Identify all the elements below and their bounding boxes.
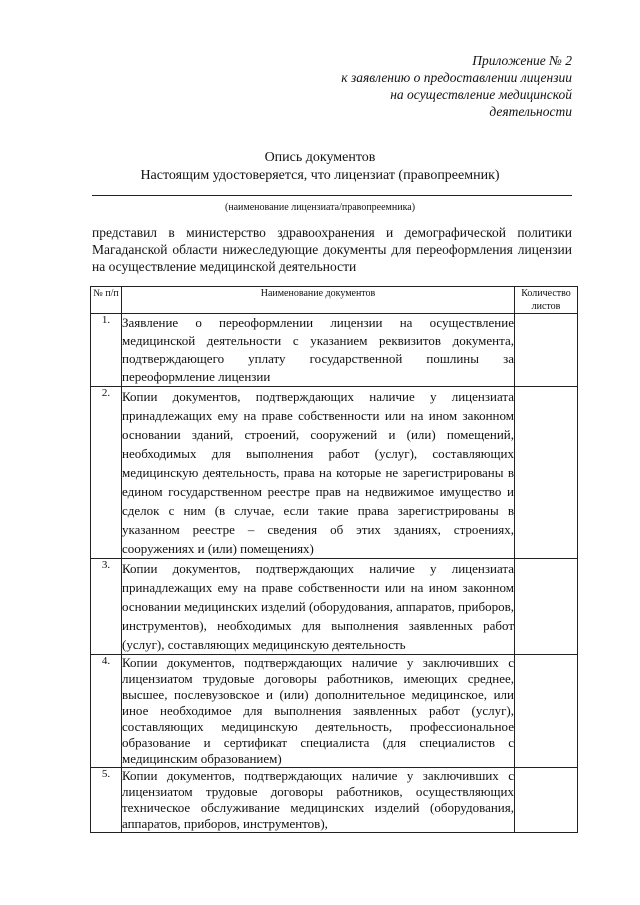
row-num: 5. xyxy=(91,768,122,833)
row-qty xyxy=(515,655,578,768)
row-text: Копии документов, подтверждающих наличие у заключивших с лицензиатом трудовые договоры работников, осуществляющих техническое обслуживание медицинских изделий (оборудования, аппаратов, приборов, инструментов), xyxy=(122,768,514,831)
header-qty: Количество листов xyxy=(515,287,578,314)
row-text: Заявление о переоформлении лицензии на осуществление медицинской деятельности с указанием реквизитов документа, подтверждающего уплату государственной пошлины за переоформление лицензии xyxy=(122,314,515,387)
table-row xyxy=(91,387,578,559)
row-qty xyxy=(515,387,578,559)
appendix-note xyxy=(272,52,572,120)
document-title: Опись документов xyxy=(264,150,376,165)
table-row xyxy=(91,768,578,833)
intro-paragraph: представил в министерство здравоохранения и демографической политики Магаданской области нижеследующие документы для переоформления лицензии на осуществление медицинской деятельности xyxy=(92,225,572,274)
row-text: Копии документов, подтверждающих наличие у лицензиата принадлежащих ему на праве собственности или на ином законном основании зданий, строений, сооружений и (или) помещений, необходимых для выполнения работ (услуг), составляющих медицинскую деятельность, права на которые не зарегистрированы в едином государственном реестре прав на недвижимое имущество и сделок с ним (в случае, если такие права зарегистрированы в указанном реестре – сведения об этих зданиях, строениях, сооружениях и (или) помещениях) xyxy=(122,387,515,559)
appendix-line: к заявлению о предоставлении лицензии xyxy=(341,70,572,85)
row-num: 3. xyxy=(91,559,122,655)
table-header-row xyxy=(91,287,578,314)
header-name: Наименование документов xyxy=(122,287,515,314)
row-num: 2. xyxy=(91,387,122,559)
appendix-line: на осуществление медицинской xyxy=(390,87,572,102)
appendix-line: Приложение № 2 xyxy=(472,53,572,68)
licensee-name-line xyxy=(92,195,572,196)
row-qty xyxy=(515,559,578,655)
table-row xyxy=(91,655,578,768)
appendix-line: деятельности xyxy=(489,104,572,119)
table-row xyxy=(91,559,578,655)
row-qty xyxy=(515,314,578,387)
row-num: 1. xyxy=(91,314,122,387)
row-text: Копии документов, подтверждающих наличие у заключивших с лицензиатом трудовые договоры работников, имеющих среднее, высшее, послевузовское и (или) дополнительное медицинское, или иное необходимое для выполнения заявленных работ (услуг), составляющих медицинскую деятельность, профессиональное образование и сертификат специалиста (для специалистов с медицинским образованием) xyxy=(122,655,514,766)
table-row xyxy=(91,314,578,387)
row-num: 4. xyxy=(91,655,122,768)
row-qty xyxy=(515,768,578,833)
row-text: Копии документов, подтверждающих наличие у лицензиата принадлежащих ему на праве собственности или на ином законном основании медицинских изделий (оборудования, аппаратов, приборов, инструментов), необходимых для выполнения заявленных работ (услуг), составляющих медицинскую деятельность xyxy=(122,559,515,655)
document-subtitle: Настоящим удостоверяется, что лицензиат (правопреемник) xyxy=(140,168,500,183)
header-num: № п/п xyxy=(91,287,122,314)
documents-table xyxy=(90,286,578,833)
licensee-name-caption: (наименование лицензиата/правопреемника) xyxy=(224,202,416,213)
